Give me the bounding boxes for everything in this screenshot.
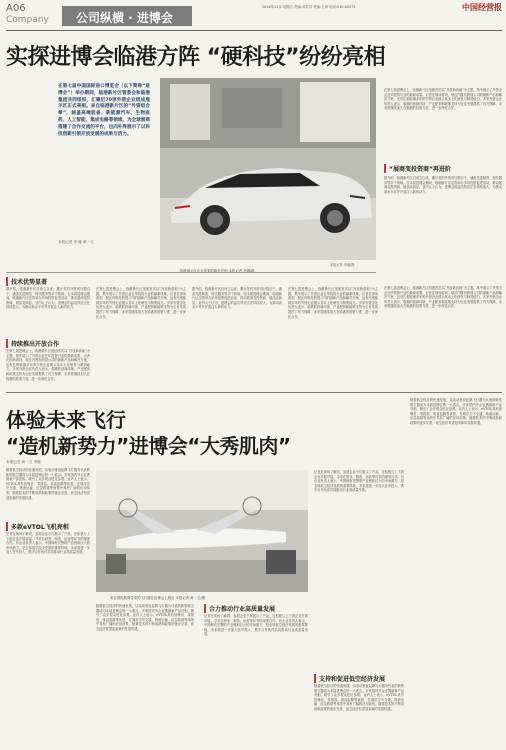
lower-col-3: 据介绍，临港新片区自设立以来，累计签约外资项目数百个，涵盖先进制造、现代服务等多个领域。在本届进博会期间，临港新片区还将举办多场投资促进活动，推动展商变投资商、展品变商品。业内人士认为，进博会的溢出效应正在持续放大，为推动高水平对外开放注入新的动力。	[192, 287, 282, 310]
aircraft-photo	[96, 470, 308, 592]
article2-col-1b: 记者在现场了解到，参展企业不仅展示了产品，还积极与上下游企业开展对接，寻求在研发、制造、运营等环节的深度合作。有企业负责人表示，中国拥有完整的产业链和巨大的市场潜力，是全球低空经济发展的重要阵地，未来将进一步加大在华投入，携手合作伙伴共同推动行业高质量发展。	[6, 532, 90, 555]
masthead	[0, 0, 506, 30]
article2-headline-line1: 体验未来飞行	[6, 408, 126, 432]
subhead-evtol: 多款eVTOL飞机亮相	[6, 522, 69, 531]
article2-col-5: 随着低空经济的快速发展，以电动垂直起降飞行器为代表的新型航空器成为本届进博会的一大看点。多家国内外企业携最新产品亮相，吸引了众多观众驻足参观。业内人士表示，eVTOL具有低噪音、零排放、垂直起降等优势，在城市空中交通、物流运输、应急救援等场景中具有广阔的应用前景。随着技术的不断成熟和政策的逐步完善，低空经济有望迎来新的发展机遇。	[410, 398, 502, 425]
aircraft-photo-caption: 来自国际展商带来的飞行器在进博会上展出 本报记者 黄一文/摄	[110, 596, 205, 600]
photo-credit: 本报记者 李娜/摄	[330, 263, 355, 267]
subhead-investor-text: “展商变投资商”再进阶	[384, 164, 502, 173]
article1-lede: 在第七届中国国际进口博览会（以下简称“进博会”）举办期间，临港新片区管委会和临港集团共同组织，汇聚近70家外资企业组成展示区正式亮相。来自临港新片区的“外资组合拳”，涵盖高端装备、新能源汽车、生物医药、人工智能、集成电路等领域，为全球展商搭建了合作交流的平台，也向外界展示了以科技创新引领开放发展的成果与活力。	[58, 84, 150, 137]
lower-col-2: 在第七届进博会上，临港新片区组团首次以“开放新高地”为主题，集中展示了外资企业在华投资兴业的最新成果。记者在现场看到，展区内既有跨国公司的最新产品和解决方案，也有扎根临港多年的外资企业展示其本土化研发与制造能力。多家外资企业负责人表示，临港的营商环境、产业配套和政策支持为企业发展提供了有力保障，未来将继续加大在临港的投资力度，进一步深化合作。	[96, 287, 186, 319]
article2-col-2: 随着低空经济的快速发展，以电动垂直起降飞行器为代表的新型航空器成为本届进博会的一大看点。多家国内外企业携最新产品亮相，吸引了众多观众驻足参观。业内人士表示，eVTOL具有低噪音、零排放、垂直起降等优势，在城市空中交通、物流运输、应急救援等场景中具有广阔的应用前景。随着技术的不断成熟和政策的逐步完善，低空经济有望迎来新的发展机遇。	[96, 604, 194, 631]
lower-col-1b: 在第七届进博会上，临港新片区组团首次以“开放新高地”为主题，集中展示了外资企业在华投资兴业的最新成果。记者在现场看到，展区内既有跨国公司的最新产品和解决方案，也有扎根临港多年的外资企业展示其本土化研发与制造能力。多家外资企业负责人表示，临港的营商环境、产业配套和政策支持为企业发展提供了有力保障，未来将继续加大在临港的投资力度，进一步深化合作。	[6, 349, 90, 381]
section-title: 公司纵横 · 进博会	[76, 11, 173, 25]
article1-right-top: 在第七届进博会上，临港新片区组团首次以“开放新高地”为主题，集中展示了外资企业在华投资兴业的最新成果。记者在现场看到，展区内既有跨国公司的最新产品和解决方案，也有扎根临港多年的外资企业展示其本土化研发与制造能力。多家外资企业负责人表示，临港的营商环境、产业配套和政策支持为企业发展提供了有力保障，未来将继续加大在临港的投资力度，进一步深化合作。	[384, 88, 502, 111]
article1-byline: 本报记者 李 娜 黄一文	[58, 240, 94, 244]
lower-col-4: 在第七届进博会上，临港新片区组团首次以“开放新高地”为主题，集中展示了外资企业在华投资兴业的最新成果。记者在现场看到，展区内既有跨国公司的最新产品和解决方案，也有扎根临港多年的外资企业展示其本土化研发与制造能力。多家外资企业负责人表示，临港的营商环境、产业配套和政策支持为企业发展提供了有力保障，未来将继续加大在临港的投资力度，进一步深化合作。	[288, 287, 378, 319]
subhead-industry: 合力推动行业高质量发展	[204, 604, 275, 613]
newspaper-logo: 中国经营报	[462, 2, 502, 12]
page-number: A06	[6, 3, 26, 14]
subhead-investor	[384, 164, 502, 173]
page-section-en: Company	[6, 15, 49, 25]
article2-byline: 本报记者 黄一文 李娜	[6, 460, 41, 464]
article1-headline: 实探进博会临港方阵 “硬科技”纷纷亮相	[6, 45, 386, 70]
article1-right-col-2: 在第七届进博会上，临港新片区组团首次以“开放新高地”为主题，集中展示了外资企业在华投资兴业的最新成果。记者在现场看到，展区内既有跨国公司的最新产品和解决方案，也有扎根临港多年的外资企业展示其本土化研发与制造能力。多家外资企业负责人表示，临港的营商环境、产业配套和政策支持为企业发展提供了有力保障，未来将继续加大在临港的投资力度，进一步深化合作。	[384, 286, 502, 309]
article2-col-4: 记者在现场了解到，参展企业不仅展示了产品，还积极与上下游企业开展对接，寻求在研发、制造、运营等环节的深度合作。有企业负责人表示，中国拥有完整的产业链和巨大的市场潜力，是全球低空经济发展的重要阵地，未来将进一步加大在华投入，携手合作伙伴共同推动行业高质量发展。	[314, 470, 404, 493]
masthead-divider	[6, 30, 502, 31]
article2-col-1: 随着低空经济的快速发展，以电动垂直起降飞行器为代表的新型航空器成为本届进博会的一大看点。多家国内外企业携最新产品亮相，吸引了众多观众驻足参观。业内人士表示，eVTOL具有低噪音、零排放、垂直起降等优势，在城市空中交通、物流运输、应急救援等场景中具有广阔的应用前景。随着技术的不断成熟和政策的逐步完善，低空经济有望迎来新的发展机遇。	[6, 468, 90, 500]
article2-col-4b: 随着低空经济的快速发展，以电动垂直起降飞行器为代表的新型航空器成为本届进博会的一大看点。多家国内外企业携最新产品亮相，吸引了众多观众驻足参观。业内人士表示，eVTOL具有低噪音、零排放、垂直起降等优势，在城市空中交通、物流运输、应急救援等场景中具有广阔的应用前景。随着技术的不断成熟和政策的逐步完善，低空经济有望迎来新的发展机遇。	[314, 684, 404, 711]
photo-caption: 临港展示区企业带来的跑车亮相 本报记者 李娜/摄	[180, 269, 255, 273]
date-meta: 2024年11月 星期五 责编:高芳芳 美编:王涛 电话:010-84372	[262, 5, 356, 9]
article1-divider	[6, 272, 376, 273]
article2-headline-line2: “造机新势力”进博会“大秀肌肉”	[6, 434, 291, 458]
lower-col-1: 据介绍，临港新片区自设立以来，累计签约外资项目数百个，涵盖先进制造、现代服务等多个领域。在本届进博会期间，临港新片区还将举办多场投资促进活动，推动展商变投资商、展品变商品。业内人士认为，进博会的溢出效应正在持续放大，为推动高水平对外开放注入新的动力。	[6, 287, 90, 310]
supercar-photo	[160, 78, 376, 260]
subhead-open: 持续推出开放合作	[6, 339, 59, 348]
article1-right-col: 据介绍，临港新片区自设立以来，累计签约外资项目数百个，涵盖先进制造、现代服务等多个领域。在本届进博会期间，临港新片区还将举办多场投资促进活动，推动展商变投资商、展品变商品。业内人士认为，进博会的溢出效应正在持续放大，为推动高水平对外开放注入新的动力。	[384, 176, 502, 194]
subhead-lowalt: 支持和促进低空经济发展	[314, 674, 385, 683]
subhead-tech: 技术优势显著	[6, 277, 47, 286]
article-divider	[6, 392, 502, 393]
article2-col-3: 记者在现场了解到，参展企业不仅展示了产品，还积极与上下游企业开展对接，寻求在研发、制造、运营等环节的深度合作。有企业负责人表示，中国拥有完整的产业链和巨大的市场潜力，是全球低空经济发展的重要阵地，未来将进一步加大在华投入，携手合作伙伴共同推动行业高质量发展。	[204, 614, 308, 637]
